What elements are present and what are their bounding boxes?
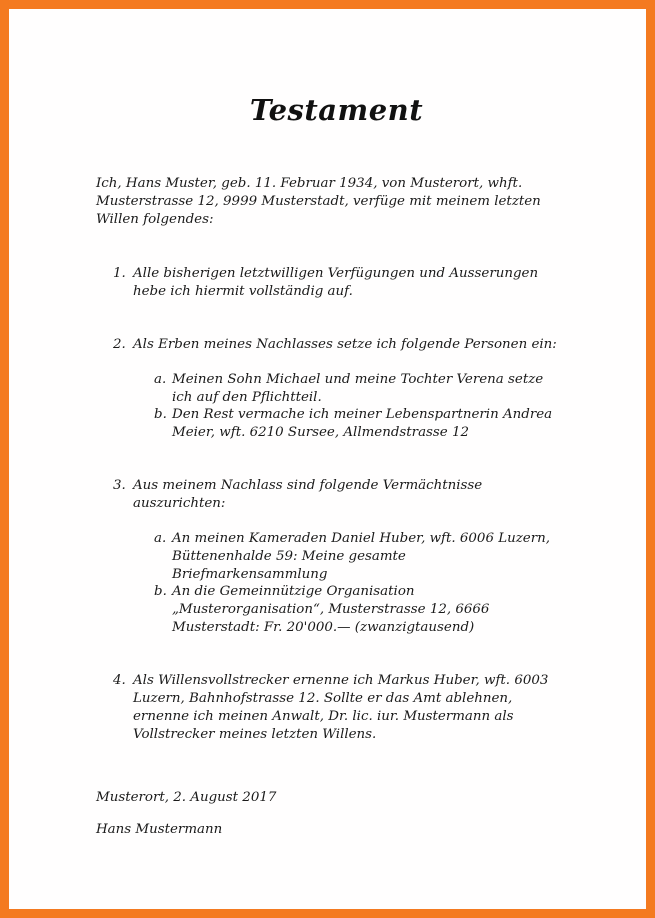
sublist-item-line: Briefmarkensammlung xyxy=(172,567,328,582)
list-item-line: Vollstrecker meines letzten Willens. xyxy=(133,727,377,742)
list-item-line: Aus meinem Nachlass sind folgende Vermächtnisse xyxy=(133,478,483,493)
sublist-item-letter: a. xyxy=(154,531,167,546)
sublist-item-letter: b. xyxy=(154,584,167,599)
signature: Hans Mustermann xyxy=(96,822,223,837)
intro-line: Willen folgendes: xyxy=(96,212,214,227)
sublist-item-line: Den Rest vermache ich meiner Lebenspartnerin Andrea xyxy=(172,407,553,422)
sublist-item-line: An meinen Kameraden Daniel Huber, wft. 6006 Luzern, xyxy=(172,531,551,546)
list-item-number: 4. xyxy=(113,673,126,688)
sublist-item-letter: a. xyxy=(154,372,167,387)
intro-line: Ich, Hans Muster, geb. 11. Februar 1934, von Musterort, whft. xyxy=(96,176,523,191)
sublist-item-letter: b. xyxy=(154,407,167,422)
list-item-line: Als Erben meines Nachlasses setze ich folgende Personen ein: xyxy=(133,337,557,352)
sublist-item-line: Büttenenhalde 59: Meine gesamte xyxy=(172,549,406,564)
list-item-line: ernenne ich meinen Anwalt, Dr. lic. iur. Mustermann als xyxy=(133,709,514,724)
sublist-item-line: Meinen Sohn Michael und meine Tochter Verena setze xyxy=(172,372,544,387)
document-title: Testament xyxy=(249,93,424,127)
sublist-item-line: An die Gemeinnützige Organisation xyxy=(172,584,415,599)
list-item-line: Alle bisherigen letztwilligen Verfügungen und Ausserungen xyxy=(133,266,539,281)
sublist-item-line: Musterstadt: Fr. 20'000.— (zwanzigtausend) xyxy=(172,620,475,635)
list-item-line: hebe ich hiermit vollständig auf. xyxy=(133,284,353,299)
list-item-number: 3. xyxy=(113,478,126,493)
list-item-line: Luzern, Bahnhofstrasse 12. Sollte er das Amt ablehnen, xyxy=(133,691,513,706)
sublist-item-line: Meier, wft. 6210 Sursee, Allmendstrasse 12 xyxy=(172,425,470,440)
place-date: Musterort, 2. August 2017 xyxy=(96,790,277,805)
intro-line: Musterstrasse 12, 9999 Musterstadt, verfüge mit meinem letzten xyxy=(96,194,541,209)
sublist-item-line: ich auf den Pflichtteil. xyxy=(172,390,322,405)
sublist-item-line: „Musterorganisation“, Musterstrasse 12, 6666 xyxy=(172,602,490,617)
list-item-line: Als Willensvollstrecker ernenne ich Markus Huber, wft. 6003 xyxy=(133,673,549,688)
list-item-number: 1. xyxy=(113,266,126,281)
list-item-line: auszurichten: xyxy=(133,496,226,511)
list-item-number: 2. xyxy=(113,337,126,352)
